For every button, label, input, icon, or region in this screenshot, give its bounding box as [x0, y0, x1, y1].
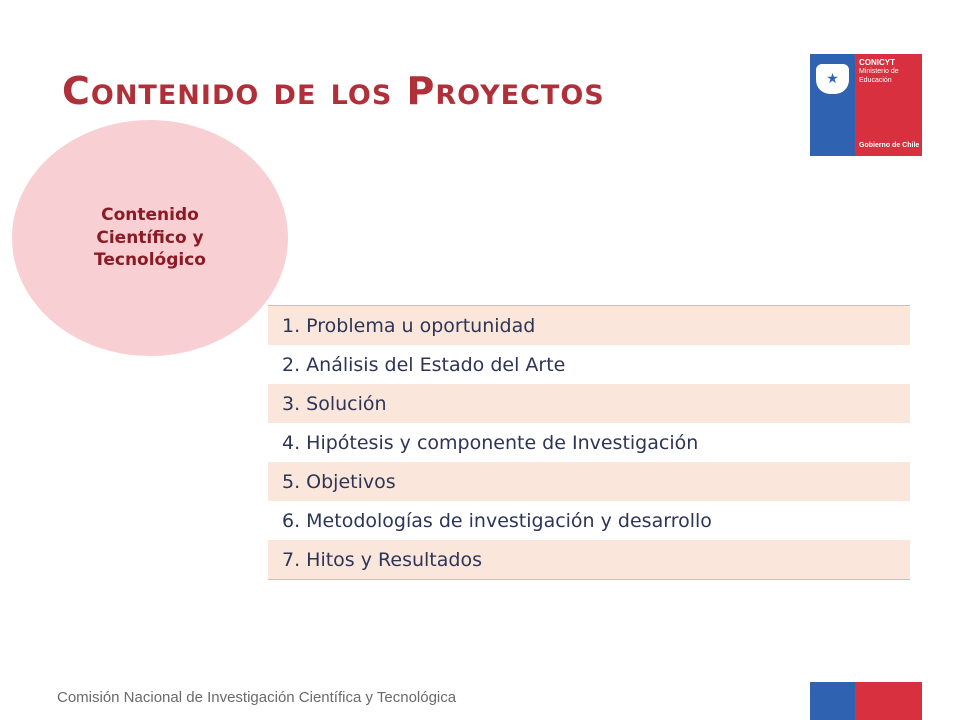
footer-flag-blue: [810, 682, 855, 720]
logo-blue-panel: [810, 54, 855, 156]
list-item: 5. Objetivos: [268, 462, 910, 501]
list-item: 1. Problema u oportunidad: [268, 306, 910, 345]
circle-label: Contenido Científico y Tecnológico: [94, 205, 206, 271]
conicyt-logo: [810, 54, 922, 156]
list-item: 7. Hitos y Resultados: [268, 540, 910, 579]
list-item: 2. Análisis del Estado del Arte: [268, 345, 910, 384]
logo-brand-name: CONICYT: [859, 58, 895, 67]
list-item: 6. Metodologías de investigación y desarrollo: [268, 501, 910, 540]
coat-of-arms-icon: ★: [816, 64, 849, 94]
content-circle: [12, 120, 288, 356]
logo-red-panel: [855, 54, 922, 156]
logo-government: Gobierno de Chile: [859, 142, 920, 149]
list-item: 4. Hipótesis y componente de Investigación: [268, 423, 910, 462]
list-item: 3. Solución: [268, 384, 910, 423]
logo-ministry-line1: Ministerio de: [859, 68, 899, 75]
logo-ministry-line2: Educación: [859, 76, 892, 84]
footer-text: Comisión Nacional de Investigación Científica y Tecnológica: [57, 689, 457, 706]
footer-flag-red: [855, 682, 922, 720]
slide-title: Contenido de los Proyectos: [62, 69, 605, 113]
content-list: [268, 305, 910, 580]
logo-brand: [859, 58, 899, 86]
footer-flag: [810, 682, 922, 720]
